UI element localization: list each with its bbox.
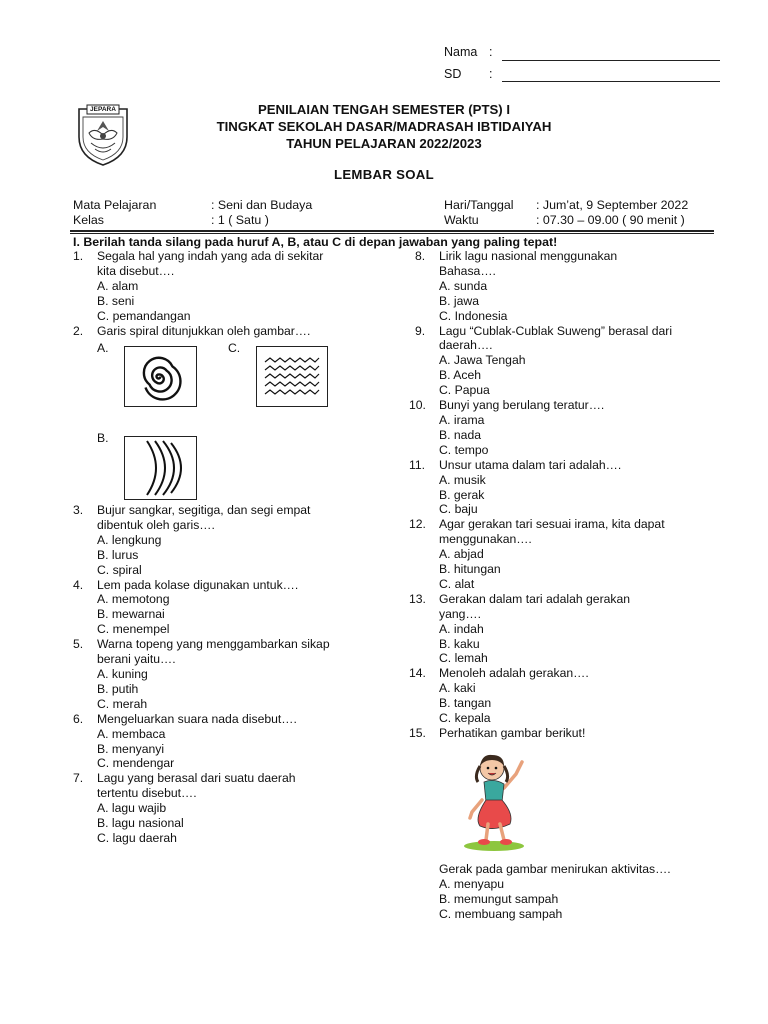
question-number: 9. [415, 323, 426, 338]
school-colon: : [489, 67, 493, 81]
question-text: Mengeluarkan suara nada disebut…. [97, 711, 297, 726]
question-text: Lem pada kolase digunakan untuk…. [97, 577, 299, 592]
question-number: 12. [409, 517, 426, 532]
question-text: Bujur sangkar, segitiga, dan segi empat [97, 503, 311, 517]
option-a[interactable]: A. memotong [97, 592, 170, 607]
question-number: 7. [73, 771, 84, 786]
curved-lines-image-box[interactable] [124, 436, 197, 500]
option-b[interactable]: B. seni [97, 293, 135, 308]
option-c[interactable]: C. spiral [97, 562, 142, 577]
time-label: Waktu [444, 213, 479, 227]
question-number: 13. [409, 591, 426, 606]
option-a[interactable]: A. lagu wajib [97, 801, 167, 816]
question-10 [409, 398, 725, 458]
question-2 [73, 324, 403, 339]
question-4 [73, 578, 403, 638]
question-15-continued [415, 862, 725, 922]
question-number: 4. [73, 577, 84, 592]
name-colon: : [489, 45, 493, 59]
question-text: tertentu disebut…. [97, 786, 197, 801]
option-a[interactable]: A. membaca [97, 726, 166, 741]
question-11 [409, 457, 725, 518]
subject-value: : Seni dan Budaya [211, 198, 313, 212]
option-c[interactable]: C. alat [439, 576, 475, 591]
question-15 [409, 726, 725, 741]
option-a[interactable]: A. lengkung [97, 532, 162, 547]
question-number: 10. [409, 398, 426, 413]
option-b[interactable]: B. nada [439, 427, 482, 442]
option-c[interactable]: C. lagu daerah [97, 830, 177, 845]
option-c[interactable]: C. Papua [439, 383, 490, 398]
question-text: berani yaitu…. [97, 652, 176, 667]
question-number: 11. [409, 457, 426, 472]
date-value: : Jum’at, 9 September 2022 [536, 198, 689, 212]
divider-thin [70, 233, 714, 234]
option-b[interactable]: B. jawa [439, 293, 479, 308]
title-line-3: TAHUN PELAJARAN 2022/2023 [286, 136, 482, 151]
zigzag-lines-icon [257, 347, 327, 406]
option-c[interactable]: C. menempel [97, 622, 170, 637]
question-text: kita disebut…. [97, 263, 175, 278]
question-text: Garis spiral ditunjukkan oleh gambar…. [97, 323, 311, 338]
question-text: yang…. [439, 606, 482, 621]
question-6 [73, 712, 403, 772]
question-number: 14. [409, 666, 426, 681]
question-number: 1. [73, 249, 84, 263]
title-line-2: TINGKAT SEKOLAH DASAR/MADRASAH IBTIDAIYAH [216, 119, 552, 134]
question-1 [73, 249, 403, 324]
option-b[interactable]: B. menyanyi [97, 741, 165, 756]
subject-label: Mata Pelajaran [73, 198, 157, 212]
option-b[interactable]: B. Aceh [439, 368, 482, 383]
time-value: : 07.30 – 09.00 ( 90 menit ) [536, 213, 685, 227]
option-a[interactable]: A. abjad [439, 547, 484, 562]
question-number: 6. [73, 711, 84, 726]
question-text: Segala hal yang indah yang ada di sekitar [97, 249, 324, 263]
option-c[interactable]: C. mendengar [97, 756, 175, 771]
image-label-a[interactable]: A. [97, 341, 109, 355]
question-text: Lagu yang berasal dari suatu daerah [97, 771, 296, 786]
option-a[interactable]: A. alam [97, 278, 139, 293]
questions-right-column [409, 249, 725, 741]
question-text: menggunakan…. [439, 532, 532, 547]
question-text: Bahasa…. [439, 263, 496, 278]
questions-left-column [73, 249, 403, 338]
option-c[interactable]: C. tempo [439, 442, 489, 457]
question-text: Menoleh adalah gerakan…. [439, 666, 589, 681]
option-b[interactable]: B. lagu nasional [97, 816, 184, 831]
question-text: Agar gerakan tari sesuai irama, kita dapat [439, 517, 665, 532]
question-number: 15. [409, 726, 426, 740]
questions-left-column-continued [73, 503, 403, 846]
question-13 [409, 591, 725, 667]
option-b[interactable]: B. putih [97, 681, 139, 696]
class-label: Kelas [73, 213, 104, 227]
question-9 [415, 324, 725, 399]
option-b[interactable]: B. memungut sampah [439, 891, 559, 906]
dancing-girl-icon [452, 752, 538, 852]
question-text: Perhatikan gambar berikut! [439, 726, 586, 740]
option-b[interactable]: B. lurus [97, 547, 139, 562]
question-text: Bunyi yang berulang teratur…. [439, 398, 605, 413]
option-a[interactable]: A. indah [439, 621, 484, 636]
title-line-1: PENILAIAN TENGAH SEMESTER (PTS) I [257, 102, 511, 117]
option-a[interactable]: A. musik [439, 472, 486, 487]
question-text: Lirik lagu nasional menggunakan [439, 249, 618, 263]
question-3 [73, 503, 403, 578]
question-number: 2. [73, 323, 84, 338]
name-label: Nama [444, 45, 478, 59]
spiral-icon [125, 347, 196, 406]
sheet-title: LEMBAR SOAL [333, 167, 434, 182]
question-14 [409, 666, 725, 726]
question-text: Unsur utama dalam tari adalah…. [439, 457, 622, 472]
option-c[interactable]: C. baju [439, 502, 478, 517]
question-text: Gerakan dalam tari adalah gerakan [439, 591, 631, 606]
option-c[interactable]: C. pemandangan [97, 308, 191, 323]
option-a[interactable]: A. kuning [97, 666, 148, 681]
option-c[interactable]: C. merah [97, 696, 148, 711]
question-7 [73, 771, 403, 846]
question-text: Gerak pada gambar menirukan aktivitas…. [439, 862, 671, 876]
question-number: 5. [73, 637, 84, 652]
option-a[interactable]: A. sunda [439, 278, 488, 293]
image-label-c[interactable]: C. [228, 341, 241, 355]
option-b[interactable]: B. mewarnai [97, 607, 165, 622]
option-b[interactable]: B. gerak [439, 487, 485, 502]
divider-thick [70, 230, 714, 232]
question-text: daerah…. [439, 338, 493, 353]
question-5 [73, 637, 403, 712]
option-a[interactable]: A. Jawa Tengah [439, 353, 526, 368]
option-c[interactable]: C. kepala [439, 711, 491, 726]
dancing-girl-image [452, 752, 538, 852]
option-c[interactable]: C. lemah [439, 651, 488, 666]
instruction: I. Berilah tanda silang pada huruf A, B, atau C di depan jawaban yang paling tepat! [73, 235, 558, 249]
option-b[interactable]: B. tangan [439, 696, 492, 711]
question-12 [409, 517, 725, 592]
option-a[interactable]: A. irama [439, 412, 485, 427]
date-label: Hari/Tanggal [444, 198, 514, 212]
name-field[interactable] [502, 60, 720, 61]
zigzag-image-box[interactable] [256, 346, 328, 407]
question-text: Warna topeng yang menggambarkan sikap [97, 637, 330, 652]
question-number: 8. [415, 249, 426, 263]
question-text: Lagu “Cublak-Cublak Suweng” berasal dari [439, 323, 673, 338]
question-text: dibentuk oleh garis…. [97, 517, 215, 532]
image-label-b[interactable]: B. [97, 431, 109, 445]
option-b[interactable]: B. hitungan [439, 562, 501, 577]
class-value: : 1 ( Satu ) [211, 213, 269, 227]
option-c[interactable]: C. membuang sampah [439, 906, 563, 921]
curved-lines-icon [125, 437, 196, 499]
logo-text: JEPARA [90, 106, 116, 113]
option-c[interactable]: C. Indonesia [439, 308, 508, 323]
option-a[interactable]: A. menyapu [439, 876, 505, 891]
question-number: 3. [73, 503, 84, 517]
question-8 [415, 249, 725, 324]
option-a[interactable]: A. kaki [439, 681, 476, 696]
school-label: SD [444, 67, 462, 81]
school-field[interactable] [502, 81, 720, 82]
option-b[interactable]: B. kaku [439, 636, 480, 651]
spiral-image-box[interactable] [124, 346, 197, 407]
